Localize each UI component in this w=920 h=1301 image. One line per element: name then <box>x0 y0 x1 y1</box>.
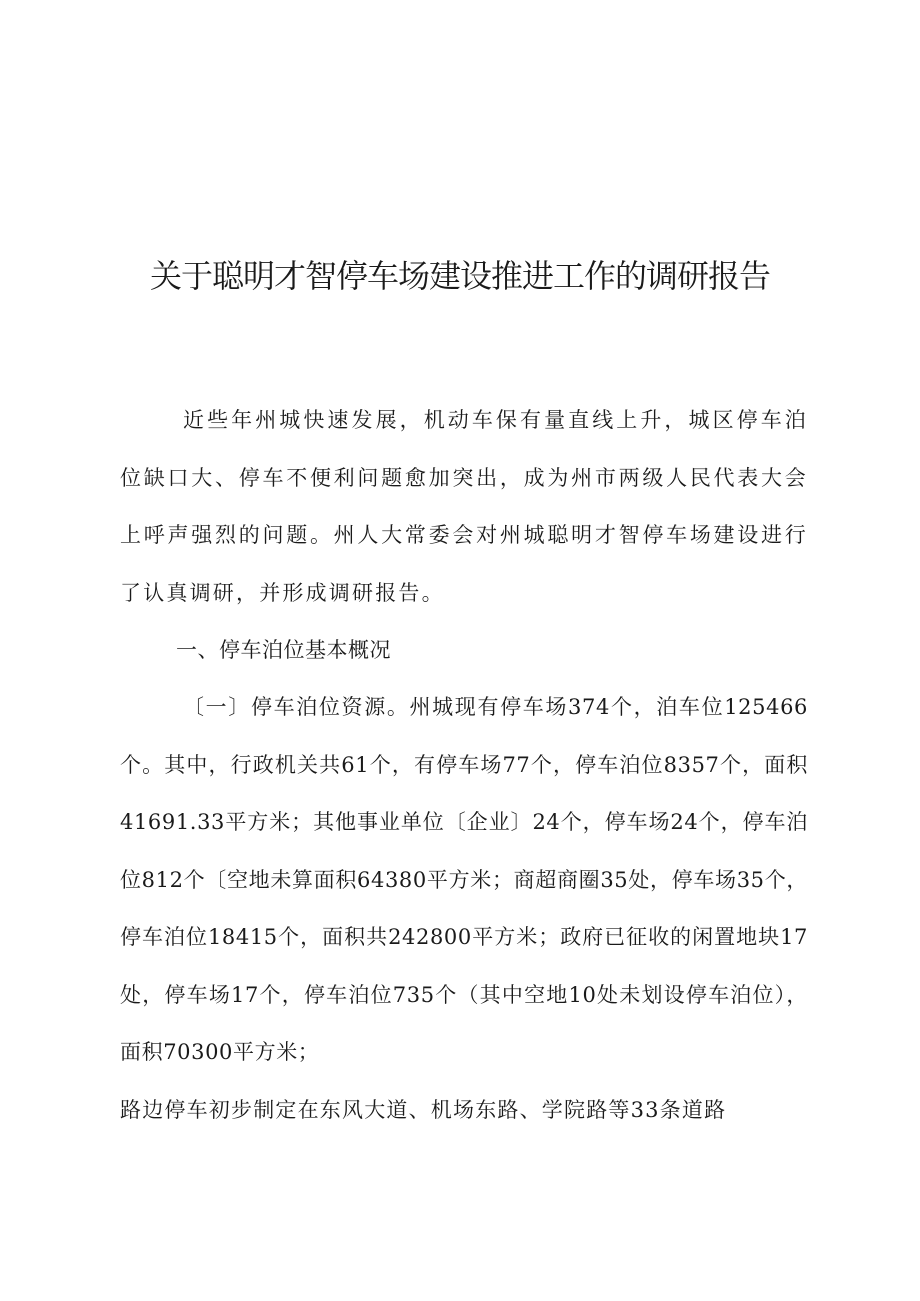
roadside-parking-line: 路边停车初步制定在东风大道、机场东路、学院路等33条道路 <box>120 1098 727 1122</box>
section-heading: 一、停车泊位基本概况 <box>176 638 391 662</box>
parking-resources-paragraph: 〔一〕停车泊位资源。州城现有停车场374个，泊车位125466个。其中，行政机关共61个，有停车场77个，停车泊位8357个，面积41691.33平方米；其他事业单位〔企业〕24个，停车场24个，停车泊位812个〔空地未算面积64380平方米；商超商圈35处，停车场35个，停车泊位18415个，面积共242800平方米；政府已征收的闲置地块17处，停车场17个，停车泊位735个（其中空地10处未划设停车泊位），面积70300平方米； <box>120 695 808 1064</box>
document-title: 关于聪明才智停车场建设推进工作的调研报告 <box>149 257 770 295</box>
intro-paragraph: 近些年州城快速发展，机动车保有量直线上升，城区停车泊位缺口大、停车不便利问题愈加突出，成为州市两级人民代表大会上呼声强烈的问题。州人大常委会对州城聪明才智停车场建设进行了认真调研，并形成调研报告。 <box>120 408 808 605</box>
